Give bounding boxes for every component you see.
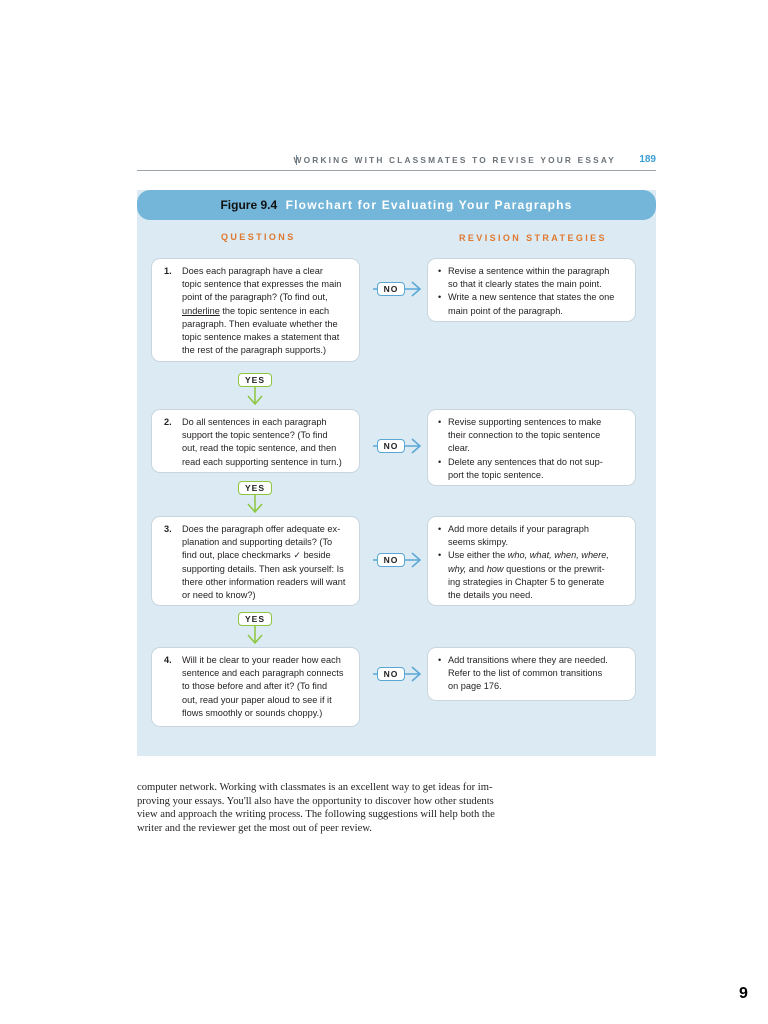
question-number: 2. xyxy=(164,417,172,427)
question-line: the topic sentence in each xyxy=(222,305,330,316)
question-line: to those before and after it? (To find xyxy=(182,681,328,692)
question-line: Will it be clear to your reader how each xyxy=(182,655,341,665)
running-head-title: WORKING WITH CLASSMATES TO REVISE YOUR ESSAY xyxy=(293,155,616,165)
no-label: NO xyxy=(377,282,405,296)
strategy-box-4 xyxy=(427,647,636,701)
figure-title: Flowchart for Evaluating Your Paragraphs xyxy=(285,198,573,212)
question-box-1 xyxy=(151,258,360,362)
flowchart-figure xyxy=(137,190,656,756)
question-line: topic sentence makes a statement that xyxy=(182,332,340,343)
strategy-item: • Add more details if your paragraph seems skimpy. xyxy=(448,523,627,549)
question-line: there other information readers will want xyxy=(182,576,346,587)
corner-page-number: 9 xyxy=(739,985,748,1002)
question-number: 1. xyxy=(164,266,172,276)
body-line: computer network. Working with classmates is an excellent way to get ideas for im- xyxy=(137,782,493,793)
no-arrow-4 xyxy=(373,664,423,684)
strategy-box-1 xyxy=(427,258,636,322)
question-line: supporting details. Then ask yourself: Is xyxy=(182,563,344,574)
yes-arrow-1 xyxy=(238,373,272,407)
question-number: 4. xyxy=(164,655,172,665)
question-line: topic sentence that expresses the main xyxy=(182,279,342,290)
no-arrow-2 xyxy=(373,436,423,456)
underlined-word: underline xyxy=(182,305,220,316)
running-header xyxy=(137,152,656,171)
question-line: support the topic sentence? (To find xyxy=(182,430,328,441)
question-line: the rest of the paragraph supports.) xyxy=(182,345,327,356)
question-line: point of the paragraph? (To find out, xyxy=(182,292,328,303)
question-line: out, read the topic sentence, and then xyxy=(182,443,337,454)
figure-title-bar xyxy=(137,190,656,220)
revision-strategies-heading: REVISION STRATEGIES xyxy=(459,233,607,243)
body-paragraph xyxy=(137,781,537,835)
strategy-item: • Revise supporting sentences to make their connection to the topic sentence clear. xyxy=(448,416,627,456)
question-box-2 xyxy=(151,409,360,473)
question-box-4 xyxy=(151,647,360,727)
yes-arrow-2 xyxy=(238,481,272,515)
question-line: paragraph. Then evaluate whether the xyxy=(182,318,338,329)
question-line: Does the paragraph offer adequate ex- xyxy=(182,524,341,534)
question-box-3 xyxy=(151,516,360,606)
question-line: Does each paragraph have a clear xyxy=(182,266,323,276)
no-label: NO xyxy=(377,667,405,681)
body-line: proving your essays. You'll also have the opportunity to discover how other students xyxy=(137,795,494,807)
question-line: find out, place checkmarks ✓ beside xyxy=(182,550,331,561)
strategy-item: • Delete any sentences that do not sup- port the topic sentence. xyxy=(448,456,627,482)
no-label: NO xyxy=(377,553,405,567)
body-line: view and approach the writing process. The following suggestions will help both the xyxy=(137,809,495,821)
yes-label: YES xyxy=(238,612,272,626)
question-line: or need to know?) xyxy=(182,590,256,601)
question-number: 3. xyxy=(164,524,172,534)
no-label: NO xyxy=(377,439,405,453)
strategy-item: • Add transitions where they are needed. Refer to the list of common transitions on page 176. xyxy=(448,654,627,694)
yes-label: YES xyxy=(238,373,272,387)
yes-arrow-3 xyxy=(238,612,272,646)
strategy-item: • Revise a sentence within the paragraph so that it clearly states the main point. xyxy=(448,265,627,291)
strategy-item: • Write a new sentence that states the one main point of the paragraph. xyxy=(448,291,627,317)
questions-heading: QUESTIONS xyxy=(221,232,296,242)
figure-number: Figure 9.4 xyxy=(220,198,278,212)
body-line: writer and the reviewer get the most out of peer review. xyxy=(137,822,372,834)
no-arrow-1 xyxy=(373,279,423,299)
question-line: flows smoothly or sounds choppy.) xyxy=(182,707,323,718)
no-arrow-3 xyxy=(373,550,423,570)
question-line: read each supporting sentence in turn.) xyxy=(182,456,342,467)
strategy-box-3 xyxy=(427,516,636,606)
page-number: 189 xyxy=(639,154,656,165)
question-line: Do all sentences in each paragraph xyxy=(182,417,327,427)
question-line: sentence and each paragraph connects xyxy=(182,668,344,679)
question-line: planation and supporting details? (To xyxy=(182,537,333,548)
strategy-item: • Use either the who, what, when, where, why, and how questions or the prewrit- ing strategies in Chapter 5 to generate the details you need. xyxy=(448,549,627,602)
yes-label: YES xyxy=(238,481,272,495)
question-line: out, read your paper aloud to see if it xyxy=(182,694,332,705)
strategy-box-2 xyxy=(427,409,636,486)
